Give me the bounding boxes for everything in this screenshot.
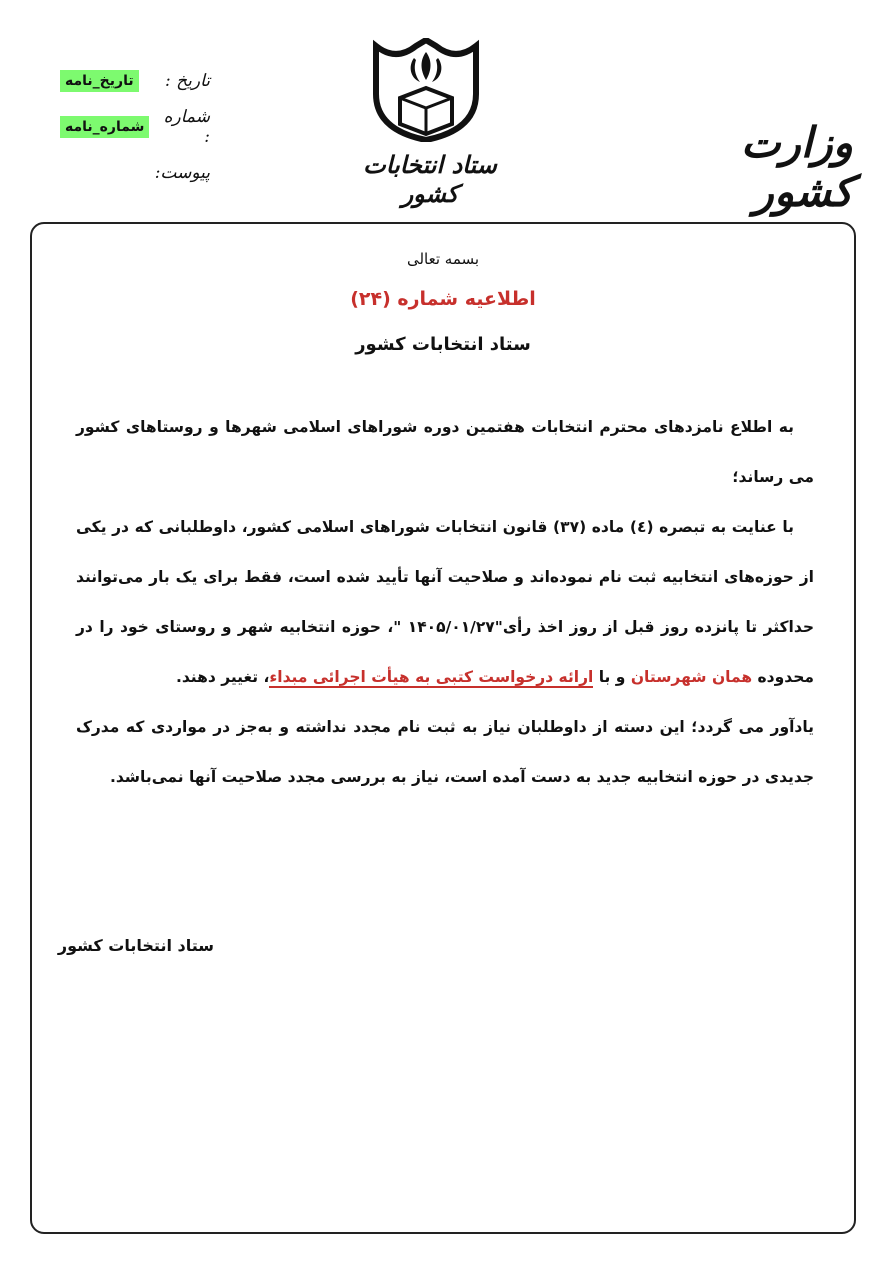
paragraph-main-text-a: با عنایت به تبصره (٤) ماده (۳۷) قانون انتخابات شوراهای اسلامی کشور، داوطلبانی که در یکی از حوزه‌های انتخابیه ثبت نام نموده‌اند و صلاحیت آنها تأیید شده است، فقط برای یک بار می‌توانند حداکثر تا پانزده روز قبل از روز اخذ رأی"۱۴۰۵/۰۱/۲۷ "، حوزه انتخابیه شهر و روستای خود را در محدوده — [76, 518, 814, 686]
meta-date-value: تاریخ_نامه — [60, 70, 139, 92]
signature: ستاد انتخابات کشور — [57, 936, 214, 955]
paragraph-main-text-b: و با — [593, 668, 631, 686]
meta-date-row — [60, 58, 210, 104]
notice-body — [76, 402, 814, 802]
meta-number-label: شماره : — [163, 107, 210, 147]
org-title: ستاد انتخابات کشور — [355, 334, 531, 355]
paragraph-main — [76, 502, 814, 702]
meta-attachment-label: پیوست: — [154, 163, 210, 183]
notice-frame — [30, 222, 856, 1234]
bismillah: بسمه تعالی — [406, 250, 480, 268]
letter-meta — [60, 58, 210, 196]
paragraph-reminder: یادآور می گردد؛ این دسته از داوطلبان نیاز به ثبت نام مجدد نداشته و به‌جز در مواردی که مدرک جدیدی در حوزه انتخابیه جدید به دست آمده است، نیاز به بررسی مجدد صلاحیت آنها نمی‌باشد. — [76, 718, 814, 786]
ballot-box-icon — [370, 38, 482, 142]
meta-number-value: شماره_نامه — [60, 116, 149, 138]
meta-attachment-row — [60, 150, 210, 196]
paragraph-main-text-c: ، تغییر دهند. — [175, 668, 270, 686]
paragraph-intro: به اطلاع نامزدهای محترم انتخابات هفتمین دوره شوراهای اسلامی شهرها و روستاهای کشور می رساند؛ — [76, 418, 814, 486]
same-county-highlight: همان شهرستان — [630, 668, 753, 686]
hq-name: ستاد انتخابات کشور — [363, 150, 497, 208]
notice-title: اطلاعیه شماره (۲۴) — [350, 288, 536, 310]
meta-number-row — [60, 104, 210, 150]
election-hq-logo — [370, 38, 482, 142]
meta-date-label: تاریخ : — [165, 71, 210, 91]
ministry-name: وزارت کشور — [740, 118, 853, 216]
written-request-highlight: ارائه درخواست کتبی به هیأت اجرائی مبداء — [269, 668, 594, 686]
